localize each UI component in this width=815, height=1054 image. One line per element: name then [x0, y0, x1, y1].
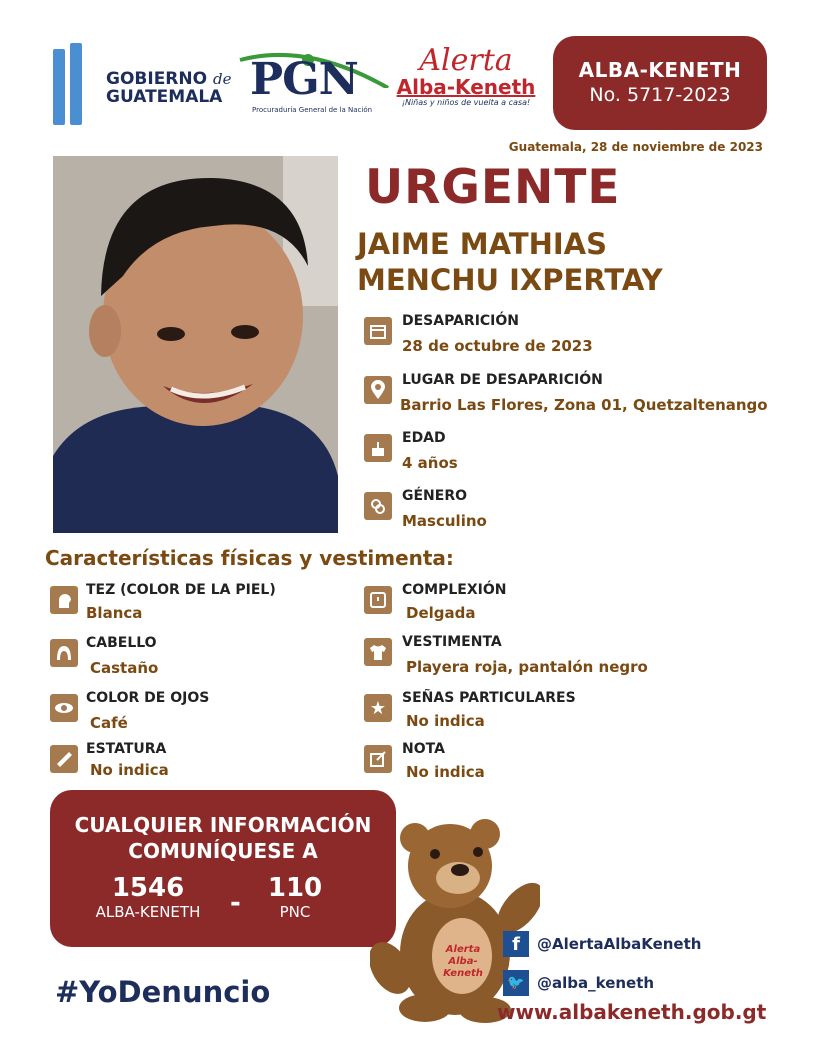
person-name-line2: MENCHU IXPERTAY — [357, 263, 663, 297]
case-number-box — [553, 36, 767, 130]
case-number: No. 5717-2023 — [589, 84, 731, 106]
phone-number: 110 — [267, 873, 323, 903]
case-title: ALBA-KENETH — [578, 58, 742, 82]
pgn-subtitle: Procuraduría General de la Nación — [252, 106, 373, 114]
alerta-name: Alba-Keneth — [396, 75, 536, 99]
char-value: Delgada — [406, 604, 476, 622]
hashtag: #YoDenuncio — [55, 975, 271, 1009]
alerta-tagline: ¡Niñas y niños de vuelta a casa! — [401, 98, 531, 107]
facebook-handle: @AlertaAlbaKeneth — [537, 935, 702, 953]
note-edit-icon — [364, 745, 392, 773]
char-label: CABELLO — [86, 635, 157, 651]
missing-child-photo — [53, 156, 338, 533]
mascot-badge-text: Alerta Alba-Keneth — [443, 944, 483, 979]
phone-separator: - — [230, 888, 241, 918]
char-label: ESTATURA — [86, 741, 167, 757]
char-label: NOTA — [402, 741, 445, 757]
char-label: SEÑAS PARTICULARES — [402, 690, 576, 706]
char-value: Castaño — [90, 659, 159, 677]
detail-label: DESAPARICIÓN — [402, 313, 520, 329]
phone-alba-keneth[interactable] — [78, 873, 218, 921]
contact-heading — [50, 812, 396, 864]
char-value: Playera roja, pantalón negro — [406, 658, 648, 676]
detail-label: LUGAR DE DESAPARICIÓN — [402, 372, 603, 388]
detail-label: GÉNERO — [402, 488, 468, 504]
birthday-cake-icon — [364, 434, 392, 462]
phone-number: 1546 — [111, 873, 185, 903]
twitter-handle: @alba_keneth — [537, 974, 655, 992]
facebook-link[interactable] — [503, 931, 701, 957]
contact-heading-line1: CUALQUIER INFORMACIÓN — [74, 813, 372, 837]
pgn-logo — [238, 48, 398, 118]
char-value: No indica — [90, 761, 169, 779]
calendar-icon — [364, 317, 392, 345]
facebook-icon: f — [503, 931, 529, 957]
detail-value: 4 años — [402, 454, 458, 472]
contact-box — [50, 790, 396, 947]
location-pin-icon — [364, 376, 392, 404]
contact-heading-line2: COMUNÍQUESE A — [128, 839, 318, 863]
char-label: COLOR DE OJOS — [86, 690, 210, 706]
star-icon: ★ — [364, 694, 392, 722]
char-value: Blanca — [86, 604, 143, 622]
head-profile-icon — [50, 586, 78, 614]
detail-value: Barrio Las Flores, Zona 01, Quetzaltenango — [400, 396, 768, 414]
alerta-word: Alerta — [419, 43, 513, 78]
char-value: No indica — [406, 712, 485, 730]
twitter-link[interactable] — [503, 970, 654, 996]
char-value: Café — [90, 714, 128, 732]
urgent-heading: URGENTE — [365, 160, 621, 215]
person-name-line1: JAIME MATHIAS — [357, 227, 608, 261]
alerta-logo — [396, 43, 536, 116]
shirt-icon — [364, 638, 392, 666]
gov-line2: GUATEMALA — [106, 87, 223, 107]
issue-date: Guatemala, 28 de noviembre de 2023 — [508, 140, 763, 154]
char-label: COMPLEXIÓN — [402, 582, 507, 598]
hair-icon — [50, 639, 78, 667]
twitter-icon: 🐦 — [503, 970, 529, 996]
ruler-icon — [50, 745, 78, 773]
phone-label: ALBA-KENETH — [95, 903, 201, 921]
characteristics-title: Características físicas y vestimenta: — [45, 546, 454, 570]
detail-label: EDAD — [402, 430, 446, 446]
person-name — [357, 226, 663, 298]
detail-value: Masculino — [402, 512, 487, 530]
gov-de: de — [213, 70, 232, 88]
gender-icon — [364, 492, 392, 520]
phone-pnc[interactable] — [250, 873, 340, 921]
gobierno-logo-bars — [53, 49, 97, 125]
char-label: TEZ (COLOR DE LA PIEL) — [86, 582, 276, 598]
pgn-letters: PGN — [250, 54, 358, 105]
eye-icon — [50, 694, 78, 722]
detail-value: 28 de octubre de 2023 — [402, 337, 593, 355]
char-label: VESTIMENTA — [402, 634, 502, 650]
gov-line1: GOBIERNO — [106, 69, 208, 89]
website-link[interactable]: www.albakeneth.gob.gt — [497, 1000, 767, 1024]
gobierno-logo-text — [106, 70, 231, 106]
phone-label: PNC — [279, 903, 311, 921]
scale-icon — [364, 586, 392, 614]
char-value: No indica — [406, 763, 485, 781]
